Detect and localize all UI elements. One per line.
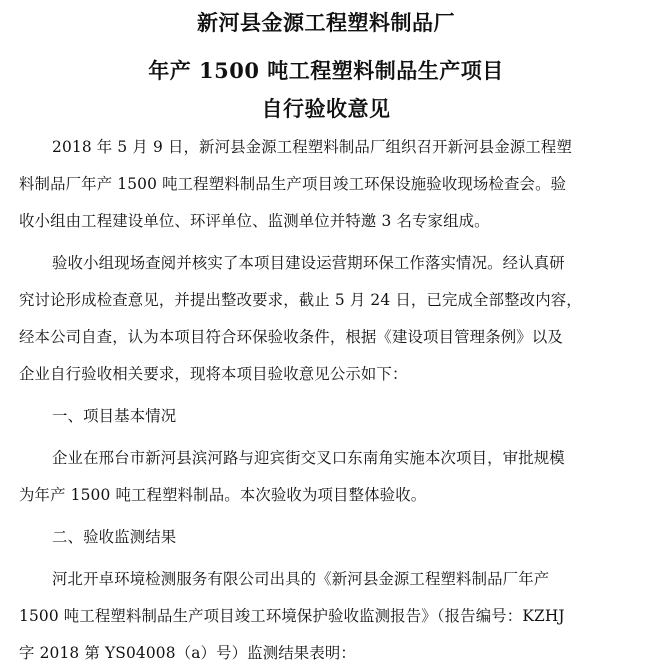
- paragraph-4-line-1: 河北开卓环境检测服务有限公司出具的《新河县金源工程塑料制品厂年产: [52, 570, 550, 588]
- section-heading-monitoring-results: 二、验收监测结果: [52, 528, 177, 546]
- paragraph-4-line-2: 1500 吨工程塑料制品生产项目竣工环境保护验收监测报告》（报告编号：KZHJ: [19, 607, 565, 625]
- paragraph-2-line-4: 企业自行验收相关要求，现将本项目验收意见公示如下：: [19, 365, 408, 383]
- title-project: 年产 1500 吨工程塑料制品生产项目: [148, 58, 504, 83]
- paragraph-2-line-1: 验收小组现场查阅并核实了本项目建设运营期环保工作落实情况。经认真研: [52, 254, 565, 272]
- paragraph-1-line-3: 收小组由工程建设单位、环评单位、监测单位并特邀 3 名专家组成。: [19, 212, 490, 230]
- title-opinion: 自行验收意见: [261, 96, 391, 121]
- title-company: 新河县金源工程塑料制品厂: [197, 10, 455, 35]
- paragraph-1-line-2: 料制品厂年产 1500 吨工程塑料制品生产项目竣工环保设施验收现场检查会。验: [19, 175, 567, 193]
- paragraph-4-line-3: 字 2018 第 YS04008（a）号）监测结果表明：: [19, 644, 356, 662]
- paragraph-2-line-3: 经本公司自查，认为本项目符合环保验收条件，根据《建设项目管理条例》以及: [19, 328, 563, 346]
- paragraph-3-line-1: 企业在邢台市新河县滨河路与迎宾街交叉口东南角实施本次项目，审批规模: [52, 449, 565, 467]
- paragraph-1-line-1: 2018 年 5 月 9 日，新河县金源工程塑料制品厂组织召开新河县金源工程塑: [52, 138, 573, 156]
- section-heading-basic-info: 一、项目基本情况: [52, 407, 177, 425]
- paragraph-2-line-2: 究讨论形成检查意见，并提出整改要求，截止 5 月 24 日，已完成全部整改内容，: [19, 291, 582, 309]
- paragraph-3-line-2: 为年产 1500 吨工程塑料制品。本次验收为项目整体验收。: [19, 486, 427, 504]
